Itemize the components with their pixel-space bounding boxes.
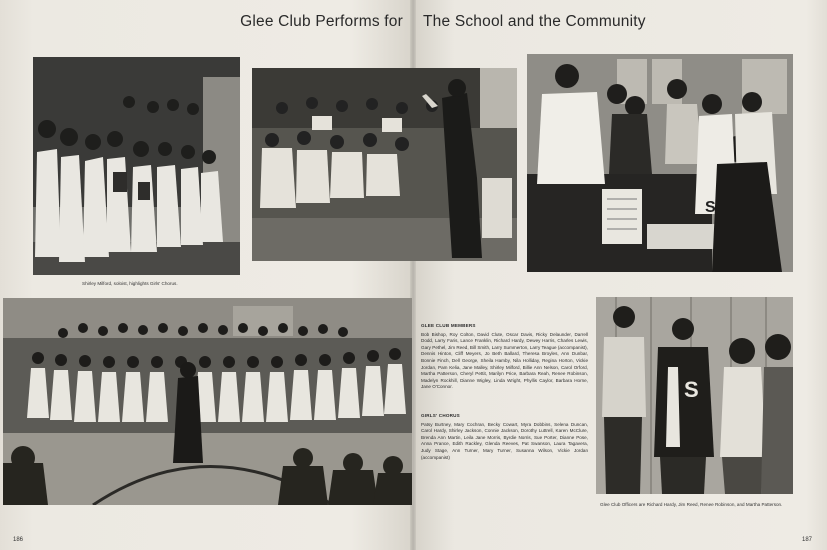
section-heading: GIRLS' CHORUS <box>421 413 460 418</box>
svg-text:S: S <box>705 199 716 216</box>
section-girls-chorus <box>421 413 588 461</box>
page-title-right: The School and the Community <box>423 13 646 30</box>
page-number-left: 186 <box>13 537 24 543</box>
page-number-right: 187 <box>802 537 813 543</box>
caption-soloist: Shirley Milford, soloist, highlights Girls' Chorus. <box>82 281 178 286</box>
section-text: Patsy Burtney, Mary Cochran, Becky Cowart, Myra Dobbins, Selena Duncan, Carol Hardy, Shirley Jackson, Connie Jackson, Dorothy Luttrell, Karen McClure, Brenda Ann Martin, Leila Jane Morris, Byrdie Norris, Sue Porter, Dianne Pose, Anna Prance, Edith Rackley, Glenda Reeves, Pat Swanson, Laura Tagavera, Judy Stage, Ann Turner, Mary Turner, Susanna Wilson, Vickie Jordan (accompanist) <box>421 421 588 460</box>
photo-officers <box>596 297 793 494</box>
svg-text:S: S <box>684 377 699 402</box>
section-heading: GLEE CLUB MEMBERS <box>421 323 476 328</box>
caption-officers: Glee Club Officers are Richard Hardy, Jim Reed, Renee Robinson, and Martha Patterson. <box>600 502 783 507</box>
section-text: Bob Bishop, Roy Colton, David Clute, Oscar Davis, Ricky Delaunder, Darrell Dodd, Larry Faris, Lance Franklin, Richard Hardy, Dewey Harris, Charles Lewis, Gary Pethel, Jim Reed, Bill Smith, Larry Summerton, Larry Teague (accompanist), Dennis Hinton, Cliff Meyers, Jo Beth Ballard, Theresa Broyles, Ann Dunbar, Bonnie Finch, Dell George, Sheila Hamby, Nila Holliday, Regina Horton, Vickie Jordan, Pam Kelia, Jane Malley, Shirley Milford, Billie Ann Nelson, Carol Orford, Martha Patterson, Cheryl Pettit, Marilyn Price, Barbara Reah, Renee Robinson, Madelyn Rockhill, Dianne Wigley, Linda Wright, Phyllis Caylor, Barbara Horne, Jane O'Connor. <box>421 331 588 390</box>
section-glee-club-members <box>421 323 588 391</box>
photo-rehearsal <box>252 68 517 261</box>
photo-girls-chorus <box>33 57 240 275</box>
photo-piano-group <box>527 54 793 272</box>
photo-gym-performance <box>3 298 412 505</box>
page-title-left: Glee Club Performs for <box>240 13 403 30</box>
